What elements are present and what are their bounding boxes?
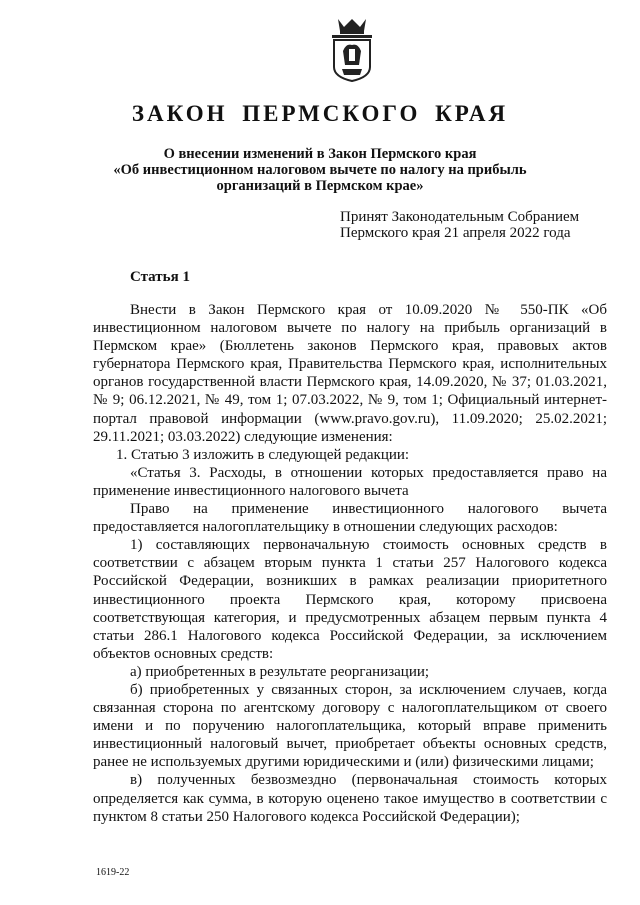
- document-code: 1619-22: [96, 867, 130, 878]
- paragraph: в) полученных безвозмездно (первоначальная стоимость которых определяется как сумма, в которую оценено такое имущество в соответствии с пунктом 8 статьи 250 Налогового кодекса Российской Федерации);: [93, 772, 607, 825]
- paragraph: б) приобретенных у связанных сторон, за исключением случаев, когда связанная сторона по агентскому договору с налогоплательщиком от своего имени и по поручению налогоплательщика, который вправе применить инвестиционный налоговый вычет, приобретает объекты основных средств, ранее не используемых другими юридическими и (или) физическими лицами;: [93, 681, 607, 771]
- paragraph: а) приобретенных в результате реорганизации;: [130, 663, 430, 680]
- law-subtitle: [110, 146, 530, 194]
- subtitle-line: «Об инвестиционном налоговом вычете по налогу на прибыль: [113, 162, 527, 178]
- article-body: [93, 301, 607, 826]
- paragraph: 1. Статью 3 изложить в следующей редакции:: [116, 446, 410, 463]
- law-title: ЗАКОН ПЕРМСКОГО КРАЯ: [131, 101, 509, 126]
- adoption-line: Пермского края 21 апреля 2022 года: [340, 225, 571, 241]
- subtitle-line: О внесении изменений в Закон Пермского края: [163, 146, 477, 162]
- article-heading: Статья 1: [130, 269, 190, 285]
- adoption-line: Принят Законодательным Собранием: [340, 209, 580, 225]
- paragraph: 1) составляющих первоначальную стоимость основных средств в соответствии с абзацем вторым пункта 1 статьи 257 Налогового кодекса Российской Федерации, возникших в рамках реализации приоритетного инвестиционного проекта Пермского края, которому присвоена соответствующая категория, и предусмотренных абзацем первым пункта 4 статьи 286.1 Налогового кодекса Российской Федерации, за исключением объектов основных средств:: [93, 537, 607, 662]
- paragraph: Внести в Закон Пермского края от 10.09.2020 № 550-ПК «Об инвестиционном налоговом вычете по налогу на прибыль организаций в Пермском крае» (Бюллетень законов Пермского края, правовых актов губернатора Пермского края, Правительства Пермского края, исполнительных органов государственной власти Пермского края, 14.09.2020, № 37; 01.03.2021, № 9; 06.12.2021, № 49, том 1; 07.03.2022, № 9, том 1; Официальный интернет-портал правовой информации (www.pravo.gov.ru), 11.09.2020; 25.02.2021; 29.11.2021; 03.03.2022) следующие изменения:: [93, 302, 607, 445]
- paragraph: «Статья 3. Расходы, в отношении которых предоставляется право на применение инвестиционного налогового вычета: [93, 464, 607, 499]
- coat-of-arms-icon: [330, 15, 374, 83]
- adoption-note: [340, 209, 610, 241]
- subtitle-line: организаций в Пермском крае»: [216, 178, 424, 194]
- paragraph: Право на применение инвестиционного налогового вычета предоставляется налогоплательщику в отношении следующих расходов:: [93, 501, 607, 536]
